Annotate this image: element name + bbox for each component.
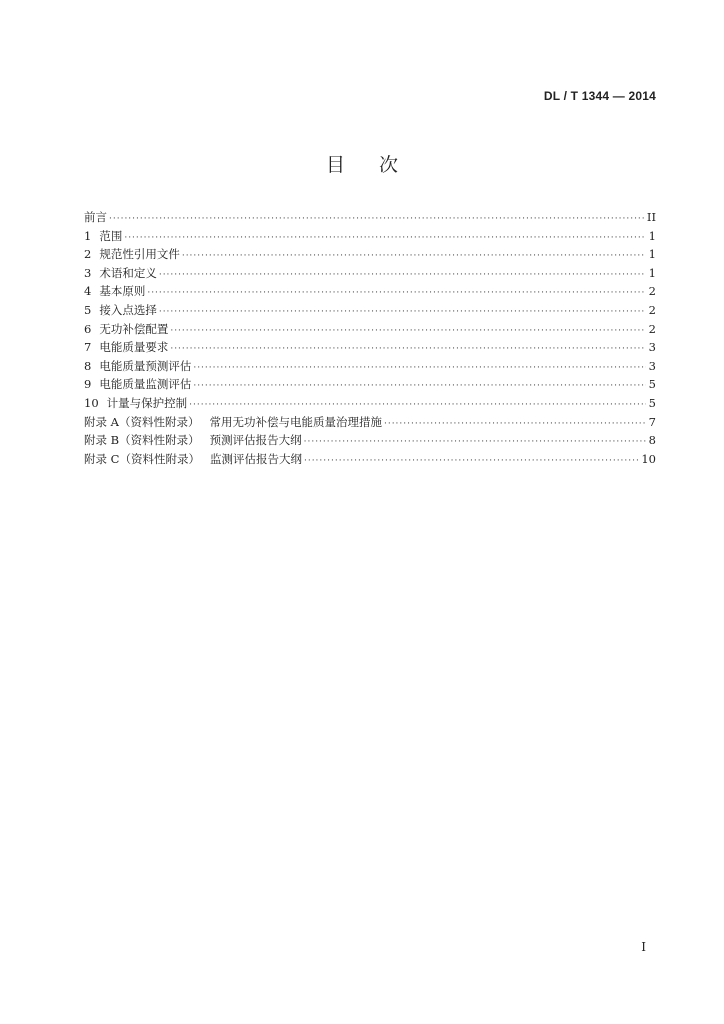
toc-entry-title: 计量与保护控制 (106, 395, 188, 410)
toc-entry-label (84, 450, 302, 469)
toc-entry-number: 6 (84, 321, 92, 336)
toc-entry-page: 2 (648, 284, 656, 299)
toc-entry-title: 电能质量预测评估 (99, 358, 192, 373)
toc-entry-number: 1 (84, 228, 92, 243)
toc-entry-page: 1 (648, 247, 656, 262)
toc-entry-page: 1 (648, 265, 656, 280)
toc-leader-dots (193, 359, 646, 378)
toc-entry-title: 接入点选择 (99, 302, 157, 317)
toc-entry[interactable] (84, 413, 656, 432)
toc-leader-dots (124, 229, 646, 248)
toc-leader-dots (159, 303, 646, 322)
toc-entry-page: 5 (648, 395, 656, 410)
toc-entry-label (84, 413, 382, 432)
toc-entry-page: 2 (648, 321, 656, 336)
toc-entry-label (107, 394, 188, 413)
toc-entry-page: 8 (648, 433, 656, 448)
toc-entry-label (99, 245, 180, 264)
toc-entry-title: 附录 A（资料性附录） (84, 414, 200, 429)
toc-entry-title: 前言 (84, 210, 107, 224)
toc-entry-title: 规范性引用文件 (99, 247, 180, 262)
toc-leader-dots (170, 322, 646, 341)
standard-code: DL / T 1344 — 2014 (543, 89, 656, 103)
toc-entry-number: 8 (84, 358, 92, 373)
toc-entry-number: 7 (84, 340, 92, 355)
toc-leader-dots (109, 210, 645, 229)
toc-entry[interactable] (84, 227, 656, 246)
toc-entry-label (99, 282, 145, 301)
toc-entry-label (99, 375, 191, 394)
table-of-contents (84, 208, 656, 468)
toc-leader-dots (304, 433, 646, 452)
page-number: I (641, 940, 646, 954)
toc-entry-number: 3 (84, 265, 92, 280)
toc-entry-page: 7 (648, 414, 656, 429)
toc-entry[interactable] (84, 282, 656, 301)
toc-entry-title: 基本原则 (99, 284, 146, 299)
toc-entry-number: 9 (84, 377, 92, 392)
toc-title: 目次 (325, 154, 432, 176)
toc-entry[interactable] (84, 357, 656, 376)
toc-leader-dots (170, 340, 646, 359)
toc-entry-title: 电能质量监测评估 (99, 377, 192, 392)
toc-entry-label (84, 208, 107, 227)
toc-entry[interactable] (84, 338, 656, 357)
toc-entry-label (99, 357, 191, 376)
toc-entry-subtitle: 监测评估报告大纲 (209, 451, 302, 466)
toc-entry-page: II (646, 210, 656, 224)
toc-entry-number: 2 (84, 247, 92, 262)
toc-entry-title: 范围 (99, 228, 123, 243)
toc-entry-page: 10 (641, 451, 656, 466)
toc-entry[interactable] (84, 431, 656, 450)
toc-entry-title: 附录 C（资料性附录） (84, 451, 200, 466)
toc-entry-label (99, 320, 168, 339)
toc-entry-page: 3 (648, 340, 656, 355)
toc-entry-title: 电能质量要求 (99, 340, 169, 355)
toc-entry-label (99, 227, 122, 246)
toc-entry-title: 术语和定义 (99, 265, 157, 280)
toc-entry-subtitle: 预测评估报告大纲 (209, 433, 302, 448)
toc-entry-label (99, 301, 157, 320)
toc-entry[interactable] (84, 450, 656, 469)
toc-entry[interactable] (84, 375, 656, 394)
toc-leader-dots (182, 247, 646, 266)
toc-entry-label (99, 264, 157, 283)
toc-leader-dots (159, 266, 646, 285)
toc-entry-page: 3 (648, 358, 656, 373)
toc-entry-page: 2 (648, 302, 656, 317)
toc-leader-dots (304, 452, 639, 471)
toc-entry-title: 附录 B（资料性附录） (84, 433, 200, 448)
toc-entry-label (84, 431, 302, 450)
toc-entry[interactable] (84, 301, 656, 320)
toc-entry-number: 10 (84, 395, 99, 410)
toc-leader-dots (193, 377, 646, 396)
toc-leader-dots (384, 415, 646, 434)
toc-entry-label (99, 338, 168, 357)
toc-entry-number: 4 (84, 284, 92, 299)
toc-entry-page: 1 (648, 228, 656, 243)
toc-entry-title: 无功补偿配置 (99, 321, 169, 336)
toc-entry[interactable] (84, 394, 656, 413)
toc-entry[interactable] (84, 208, 656, 227)
toc-entry-subtitle: 常用无功补偿与电能质量治理措施 (209, 414, 382, 429)
toc-leader-dots (147, 284, 646, 303)
toc-entry[interactable] (84, 245, 656, 264)
toc-entry-number: 5 (84, 302, 92, 317)
toc-entry-page: 5 (648, 377, 656, 392)
toc-entry[interactable] (84, 264, 656, 283)
toc-entry[interactable] (84, 320, 656, 339)
